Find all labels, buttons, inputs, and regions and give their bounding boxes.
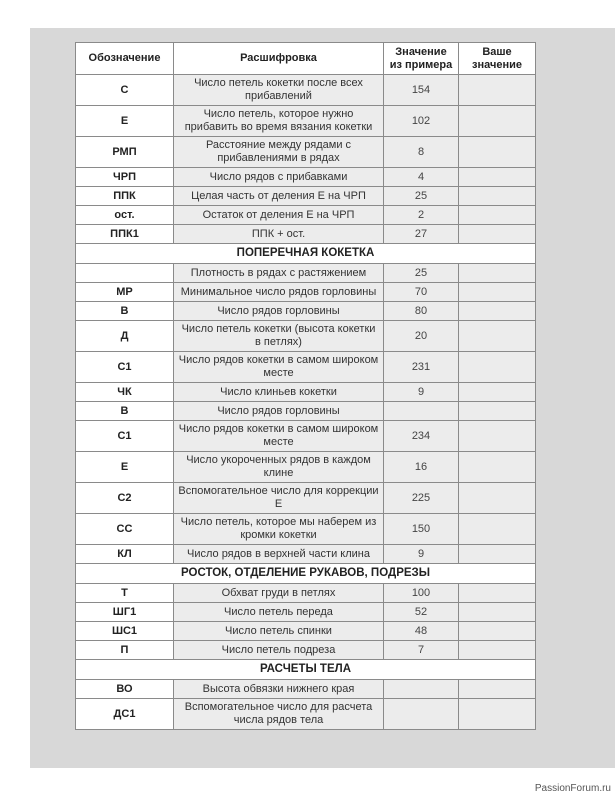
row-example-value: 154 <box>384 75 459 106</box>
table-row <box>76 75 536 106</box>
table-row <box>76 545 536 564</box>
row-example-value: 4 <box>384 168 459 187</box>
watermark: PassionForum.ru <box>534 783 611 794</box>
row-your-value[interactable] <box>459 206 536 225</box>
row-description: Плотность в рядах с растяжением <box>174 264 384 283</box>
section-header-row <box>76 660 536 680</box>
row-code: С1 <box>76 421 174 452</box>
table-row <box>76 321 536 352</box>
row-example-value: 102 <box>384 106 459 137</box>
row-code <box>76 264 174 283</box>
row-your-value[interactable] <box>459 302 536 321</box>
row-description: Число укороченных рядов в каждом клине <box>174 452 384 483</box>
section-title: ПОПЕРЕЧНАЯ КОКЕТКА <box>76 244 536 264</box>
row-code: С1 <box>76 352 174 383</box>
row-code: ДС1 <box>76 699 174 730</box>
row-code: ППК <box>76 187 174 206</box>
row-your-value[interactable] <box>459 225 536 244</box>
table-row <box>76 622 536 641</box>
row-description: Число петель спинки <box>174 622 384 641</box>
row-example-value: 52 <box>384 603 459 622</box>
row-example-value: 2 <box>384 206 459 225</box>
row-your-value[interactable] <box>459 321 536 352</box>
row-code: Т <box>76 584 174 603</box>
row-example-value: 150 <box>384 514 459 545</box>
table-row <box>76 106 536 137</box>
row-your-value[interactable] <box>459 283 536 302</box>
row-description: Вспомогательное число для коррекции Е <box>174 483 384 514</box>
row-your-value[interactable] <box>459 699 536 730</box>
row-description: Число петель переда <box>174 603 384 622</box>
row-code: В <box>76 302 174 321</box>
row-description: Число петель подреза <box>174 641 384 660</box>
row-description: Число петель кокетки после всех прибавлений <box>174 75 384 106</box>
row-code: МР <box>76 283 174 302</box>
row-your-value[interactable] <box>459 421 536 452</box>
header-code: Обозначение <box>76 43 174 75</box>
row-your-value[interactable] <box>459 452 536 483</box>
row-your-value[interactable] <box>459 514 536 545</box>
table-row <box>76 483 536 514</box>
table-row <box>76 452 536 483</box>
table-row <box>76 264 536 283</box>
row-example-value: 48 <box>384 622 459 641</box>
row-your-value[interactable] <box>459 603 536 622</box>
table-row <box>76 699 536 730</box>
row-example-value: 25 <box>384 187 459 206</box>
row-code: С <box>76 75 174 106</box>
row-code: Е <box>76 106 174 137</box>
row-code: ШГ1 <box>76 603 174 622</box>
row-example-value: 100 <box>384 584 459 603</box>
table-row <box>76 302 536 321</box>
row-description: Расстояние между рядами с прибавлениями в рядах <box>174 137 384 168</box>
header-example-value: Значение из примера <box>384 43 459 75</box>
row-your-value[interactable] <box>459 264 536 283</box>
row-your-value[interactable] <box>459 680 536 699</box>
row-example-value: 234 <box>384 421 459 452</box>
row-code: ост. <box>76 206 174 225</box>
row-example-value: 225 <box>384 483 459 514</box>
table-row <box>76 421 536 452</box>
table-row <box>76 352 536 383</box>
table-row <box>76 603 536 622</box>
row-description: Число рядов в верхней части клина <box>174 545 384 564</box>
table-row <box>76 206 536 225</box>
table-row <box>76 514 536 545</box>
row-example-value: 7 <box>384 641 459 660</box>
table-row <box>76 680 536 699</box>
row-example-value <box>384 402 459 421</box>
row-example-value <box>384 680 459 699</box>
table-row <box>76 187 536 206</box>
row-description: Целая часть от деления Е на ЧРП <box>174 187 384 206</box>
row-example-value: 8 <box>384 137 459 168</box>
row-your-value[interactable] <box>459 352 536 383</box>
header-your-value: Ваше значение <box>459 43 536 75</box>
row-code: В <box>76 402 174 421</box>
row-your-value[interactable] <box>459 545 536 564</box>
row-description: Число петель, которое нужно прибавить во время вязания кокетки <box>174 106 384 137</box>
row-code: ЧРП <box>76 168 174 187</box>
row-example-value: 9 <box>384 383 459 402</box>
row-your-value[interactable] <box>459 383 536 402</box>
table-header-row <box>76 43 536 75</box>
row-code: СС <box>76 514 174 545</box>
row-example-value: 16 <box>384 452 459 483</box>
row-your-value[interactable] <box>459 137 536 168</box>
header-description: Расшифровка <box>174 43 384 75</box>
row-description: Число рядов с прибавками <box>174 168 384 187</box>
row-code: Е <box>76 452 174 483</box>
row-description: Число рядов горловины <box>174 402 384 421</box>
row-description: Число рядов кокетки в самом широком месте <box>174 421 384 452</box>
table-row <box>76 225 536 244</box>
row-example-value: 27 <box>384 225 459 244</box>
row-description: Число рядов кокетки в самом широком месте <box>174 352 384 383</box>
row-description: Число клиньев кокетки <box>174 383 384 402</box>
row-description: Число петель кокетки (высота кокетки в петлях) <box>174 321 384 352</box>
row-your-value[interactable] <box>459 75 536 106</box>
row-your-value[interactable] <box>459 402 536 421</box>
table-row <box>76 283 536 302</box>
section-title: РОСТОК, ОТДЕЛЕНИЕ РУКАВОВ, ПОДРЕЗЫ <box>76 564 536 584</box>
row-example-value: 9 <box>384 545 459 564</box>
table-row <box>76 641 536 660</box>
table-row <box>76 168 536 187</box>
row-code: С2 <box>76 483 174 514</box>
table-row <box>76 137 536 168</box>
row-code: П <box>76 641 174 660</box>
row-example-value: 20 <box>384 321 459 352</box>
row-example-value: 25 <box>384 264 459 283</box>
row-code: РМП <box>76 137 174 168</box>
row-description: Число рядов горловины <box>174 302 384 321</box>
row-description: Остаток от деления Е на ЧРП <box>174 206 384 225</box>
row-code: КЛ <box>76 545 174 564</box>
row-your-value[interactable] <box>459 622 536 641</box>
notation-table <box>75 42 536 730</box>
row-description: Вспомогательное число для расчета числа рядов тела <box>174 699 384 730</box>
section-header-row <box>76 244 536 264</box>
row-code: ВО <box>76 680 174 699</box>
row-your-value[interactable] <box>459 584 536 603</box>
table-row <box>76 402 536 421</box>
row-example-value: 231 <box>384 352 459 383</box>
row-code: Д <box>76 321 174 352</box>
row-your-value[interactable] <box>459 187 536 206</box>
row-description: Число петель, которое мы наберем из кромки кокетки <box>174 514 384 545</box>
row-your-value[interactable] <box>459 168 536 187</box>
row-your-value[interactable] <box>459 641 536 660</box>
table-row <box>76 584 536 603</box>
row-your-value[interactable] <box>459 483 536 514</box>
row-example-value <box>384 699 459 730</box>
row-example-value: 80 <box>384 302 459 321</box>
section-title: РАСЧЕТЫ ТЕЛА <box>76 660 536 680</box>
row-description: Высота обвязки нижнего края <box>174 680 384 699</box>
row-code: ППК1 <box>76 225 174 244</box>
row-your-value[interactable] <box>459 106 536 137</box>
row-description: Минимальное число рядов горловины <box>174 283 384 302</box>
row-code: ШС1 <box>76 622 174 641</box>
row-example-value: 70 <box>384 283 459 302</box>
row-code: ЧК <box>76 383 174 402</box>
table-row <box>76 383 536 402</box>
row-description: ППК + ост. <box>174 225 384 244</box>
section-header-row <box>76 564 536 584</box>
row-description: Обхват груди в петлях <box>174 584 384 603</box>
